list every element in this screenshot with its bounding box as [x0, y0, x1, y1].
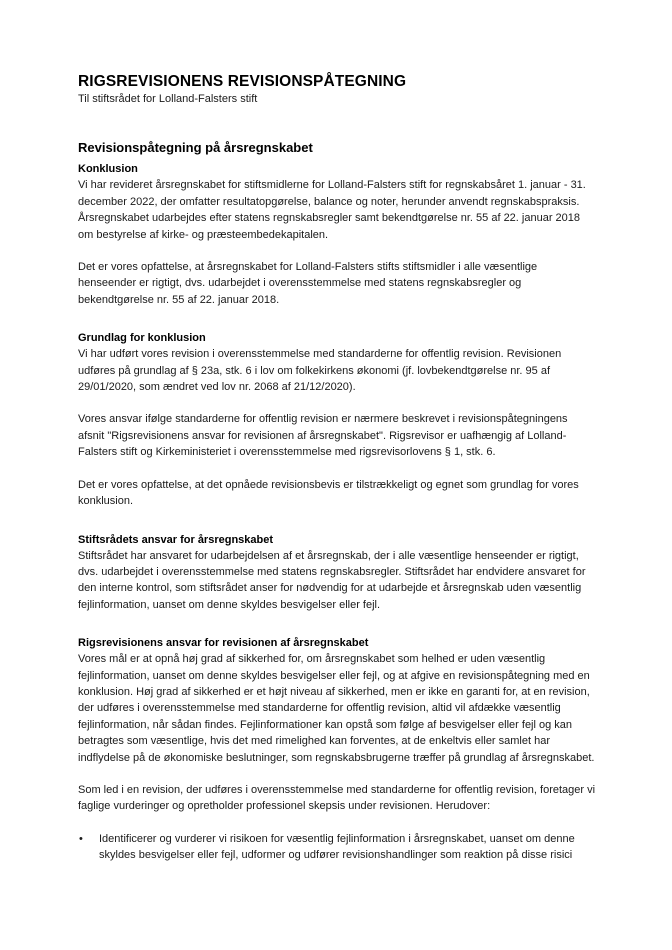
stiftsraadets-ansvar-paragraph-1: Stiftsrådet har ansvaret for udarbejdelsen af et årsregnskab, der i alle væsentlige henseender er rigtigt, dvs. udarbejdet i overensstemmelse med statens regnskabsregler. Stiftsrådet har endvidere ansvaret for den interne kontrol, som stiftsrådet anser for nødvendig for at udarbejde et årsregnskab uden væsentlig fejlinformation, uanset om denne skyldes besvigelser eller fejl. — [78, 549, 586, 611]
rigsrevisionens-ansvar-paragraph-2: Som led i en revision, der udføres i overensstemmelse med standarderne for offentlig revision, foretager vi faglige vurderinger og opretholder professionel skepsis under revisionen. Herudover: — [78, 783, 596, 813]
subheading-stiftsraadets-ansvar: Stiftsrådets ansvar for årsregnskabet — [78, 533, 274, 546]
rigsrevisionens-ansvar-bullet-list — [78, 831, 596, 864]
subheading-grundlag-for-konklusion: Grundlag for konklusion — [78, 332, 206, 345]
rigsrevisionens-ansvar-paragraph-1: Vores mål er at opnå høj grad af sikkerhed for, om årsregnskabet som helhed er uden væsentlig fejlinformation, uanset om denne skyldes besvigelser eller fejl, og at afgive en revisionspåtegning med en konklusion. Høj grad af sikkerhed er et højt niveau af sikkerhed, men er ikke en garanti for, at en revision, der udføres i overensstemmelse med standarderne for offentlig revision, altid vil afdække væsentlig fejlinformation, når sådan findes. Fejlinformationer kan opstå som følge af besvigelser eller fejl og kan betragtes som væsentlige, hvis det med rimelighed kan forventes, at de enkeltvis eller samlet har indflydelse på de økonomiske beslutninger, som regnskabsbrugerne træffer på grundlag af årsregnskabet. — [78, 653, 595, 764]
konklusion-paragraph-1: Vi har revideret årsregnskabet for stiftsmidlerne for Lolland-Falsters stift for regnskabsåret 1. januar - 31. december 2022, der omfatter resultatopgørelse, balance og noter, herunder anvendt regnskabspraksis. Årsregnskabet udarbejdes efter statens regnskabsregler samt bekendtgørelse nr. 55 af 22. januar 2018 om bestyrelse af kirke- og præsteembedekapitalen. — [78, 179, 586, 241]
subheading-rigsrevisionens-ansvar: Rigsrevisionens ansvar for revisionen af årsregnskabet — [78, 637, 369, 650]
grundlag-paragraph-1: Vi har udført vores revision i overensstemmelse med standarderne for offentlig revision. Revisionen udføres på grundlag af § 23a, stk. 6 i lov om folkekirkens økonomi (jf. lovbekendtgørelse nr. 95 af 29/01/2020, som ændret ved lov nr. 2068 af 21/12/2020). — [78, 348, 562, 394]
konklusion-paragraph-2: Det er vores opfattelse, at årsregnskabet for Lolland-Falsters stifts stiftsmidler i alle væsentlige henseender er rigtigt, dvs. udarbejdet i overensstemmelse med statens regnskabsregler og bekendtgørelse nr. 55 af 22. januar 2018. — [78, 261, 538, 306]
section-heading-revisionspaategning: Revisionspåtegning på årsregnskabet — [78, 140, 313, 156]
page-title: RIGSREVISIONENS REVISIONSPÅTEGNING — [78, 73, 407, 90]
subheading-konklusion: Konklusion — [78, 163, 138, 176]
list-item — [78, 831, 596, 864]
list-item-text: Identificerer og vurderer vi risikoen for væsentlig fejlinformation i årsregnskabet, uanset om denne skyldes besvigelser eller fejl, udformer og udfører revisionshandlinger som reaktion på disse risici — [99, 832, 575, 862]
grundlag-paragraph-3: Det er vores opfattelse, at det opnåede revisionsbevis er tilstrækkeligt og egnet som grundlag for vores konklusion. — [78, 478, 579, 508]
addressee-line: Til stiftsrådet for Lolland-Falsters stift — [78, 93, 258, 105]
grundlag-paragraph-2: Vores ansvar ifølge standarderne for offentlig revision er nærmere beskrevet i revisionspåtegningens afsnit "Rigsrevisionens ansvar for revisionen af årsregnskabet". Rigsrevisor er uafhængig af Lolland-Falsters stift og Kirkeministeriet i overensstemmelse med rigsrevisorlovens § 1, stk. 6. — [78, 413, 568, 459]
bullet-icon: • — [79, 832, 83, 845]
document-content — [78, 72, 596, 864]
